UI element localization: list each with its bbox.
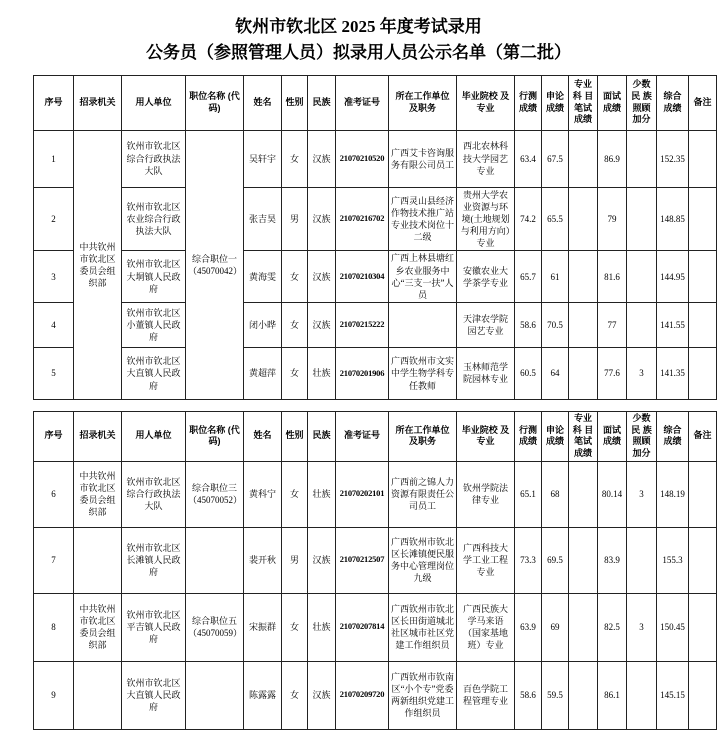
col-header-gender: 性别: [282, 411, 308, 461]
gender-cell: 女: [282, 661, 308, 729]
seq-cell: 1: [34, 130, 74, 187]
bonus-cell: 3: [627, 593, 657, 661]
prof-cell: [569, 527, 598, 593]
title-line-2: 公务员（参照管理人员）拟录用人员公示名单（第二批）: [146, 43, 571, 63]
ethnicity-cell: 汉族: [308, 661, 336, 729]
table-header-row: [34, 411, 717, 461]
xingce-cell: 60.5: [515, 347, 542, 399]
remark-cell: [689, 661, 717, 729]
bonus-cell: [627, 661, 657, 729]
xingce-cell: 58.6: [515, 661, 542, 729]
position-cell: 综合职位三 （45070052）: [186, 461, 244, 527]
seq-cell: 8: [34, 593, 74, 661]
remark-cell: [689, 130, 717, 187]
ticket-cell: 21070216702: [336, 187, 389, 251]
interview-cell: 80.14: [598, 461, 627, 527]
xingce-cell: 58.6: [515, 302, 542, 347]
gender-cell: 女: [282, 130, 308, 187]
prof-cell: [569, 461, 598, 527]
table-row: [34, 593, 717, 661]
prof-cell: [569, 130, 598, 187]
shenlun-cell: 69.5: [542, 527, 569, 593]
col-header-ticket: 准考证号: [336, 75, 389, 130]
name-cell: 黄超萍: [244, 347, 282, 399]
col-header-agency: 招录机关: [74, 411, 122, 461]
remark-cell: [689, 461, 717, 527]
col-header-ethnicity: 民族: [308, 75, 336, 130]
ethnicity-cell: 汉族: [308, 302, 336, 347]
col-header-position: 职位名称 (代码): [186, 75, 244, 130]
xingce-cell: 63.4: [515, 130, 542, 187]
prof-cell: [569, 251, 598, 303]
total-cell: 144.95: [657, 251, 689, 303]
ticket-cell: 21070212507: [336, 527, 389, 593]
prof-cell: [569, 593, 598, 661]
position-cell: 综合职位五 （45070059）: [186, 593, 244, 661]
remark-cell: [689, 347, 717, 399]
col-header-interview: 面试 成绩: [598, 75, 627, 130]
ethnicity-cell: 壮族: [308, 347, 336, 399]
remark-cell: [689, 187, 717, 251]
position-cell: [186, 661, 244, 729]
xingce-cell: 63.9: [515, 593, 542, 661]
interview-cell: 77: [598, 302, 627, 347]
name-cell: 裴开秋: [244, 527, 282, 593]
col-header-shenlun: 申论 成绩: [542, 411, 569, 461]
roster-table-second: [33, 411, 717, 730]
table-header-row: [34, 75, 717, 130]
col-header-prof: 专业科 目笔试 成绩: [569, 75, 598, 130]
seq-cell: 6: [34, 461, 74, 527]
total-cell: 145.15: [657, 661, 689, 729]
total-cell: 141.35: [657, 347, 689, 399]
employer-cell: 钦州市钦北区平吉镇人民政府: [122, 593, 186, 661]
gender-cell: 女: [282, 302, 308, 347]
col-header-position: 职位名称 (代码): [186, 411, 244, 461]
total-cell: 141.55: [657, 302, 689, 347]
col-header-gender: 性别: [282, 75, 308, 130]
agency-cell: 中共钦州市钦北区委员会组织部: [74, 461, 122, 527]
agency-cell: 中共钦州市钦北区委员会组织部: [74, 593, 122, 661]
shenlun-cell: 67.5: [542, 130, 569, 187]
agency-cell: [74, 661, 122, 729]
employer-cell: 钦州市钦北区大直镇人民政府: [122, 347, 186, 399]
school-cell: 百色学院工程管理专业: [457, 661, 515, 729]
bonus-cell: 3: [627, 461, 657, 527]
seq-cell: 7: [34, 527, 74, 593]
bonus-cell: [627, 527, 657, 593]
interview-cell: 79: [598, 187, 627, 251]
remark-cell: [689, 593, 717, 661]
school-cell: 广西科技大学工业工程专业: [457, 527, 515, 593]
name-cell: 张吉昊: [244, 187, 282, 251]
col-header-total: 综合 成绩: [657, 411, 689, 461]
workunit-cell: 广西艾卡咨询服务有限公司员工: [389, 130, 457, 187]
col-header-agency: 招录机关: [74, 75, 122, 130]
ethnicity-cell: 汉族: [308, 251, 336, 303]
col-header-total: 综合 成绩: [657, 75, 689, 130]
shenlun-cell: 68: [542, 461, 569, 527]
prof-cell: [569, 661, 598, 729]
ethnicity-cell: 汉族: [308, 130, 336, 187]
workunit-cell: 广西钦州市文实中学生物学科专任教师: [389, 347, 457, 399]
col-header-interview: 面试 成绩: [598, 411, 627, 461]
col-header-workunit: 所在工作单位 及职务: [389, 411, 457, 461]
shenlun-cell: 61: [542, 251, 569, 303]
workunit-cell: 广西钦州市钦北区长滩镇便民服务中心管理岗位九级: [389, 527, 457, 593]
total-cell: 150.45: [657, 593, 689, 661]
prof-cell: [569, 302, 598, 347]
bonus-cell: 3: [627, 347, 657, 399]
workunit-cell: 广西钦州市钦北区长田街道城北社区城市社区党建工作组织员: [389, 593, 457, 661]
remark-cell: [689, 302, 717, 347]
total-cell: 148.85: [657, 187, 689, 251]
ethnicity-cell: 壮族: [308, 593, 336, 661]
name-cell: 陈露露: [244, 661, 282, 729]
col-header-remark: 备注: [689, 411, 717, 461]
total-cell: 148.19: [657, 461, 689, 527]
col-header-remark: 备注: [689, 75, 717, 130]
workunit-cell: 广西上林县塘红乡农业服务中心“三支一扶”人员: [389, 251, 457, 303]
agency-cell: [74, 527, 122, 593]
school-cell: 广西民族大学马来语（国家基地班）专业: [457, 593, 515, 661]
ticket-cell: 21070209720: [336, 661, 389, 729]
col-header-seq: 序号: [34, 75, 74, 130]
table-row: [34, 187, 717, 251]
seq-cell: 5: [34, 347, 74, 399]
total-cell: 155.3: [657, 527, 689, 593]
table-row: [34, 527, 717, 593]
employer-cell: 钦州市钦北区农业综合行政执法大队: [122, 187, 186, 251]
seq-cell: 2: [34, 187, 74, 251]
position-cell: 综合职位一 （45070042）: [186, 130, 244, 399]
name-cell: 黄海雯: [244, 251, 282, 303]
col-header-xingce: 行测 成绩: [515, 75, 542, 130]
col-header-employer: 用人单位: [122, 75, 186, 130]
bonus-cell: [627, 251, 657, 303]
workunit-cell: 广西钦州市钦南区“小个专”党委两新组织党建工作组织员: [389, 661, 457, 729]
table-row: [34, 251, 717, 303]
col-header-shenlun: 申论 成绩: [542, 75, 569, 130]
employer-cell: 钦州市钦北区综合行政执法大队: [122, 130, 186, 187]
prof-cell: [569, 187, 598, 251]
ethnicity-cell: 汉族: [308, 527, 336, 593]
seq-cell: 9: [34, 661, 74, 729]
title-line-1: 钦州市钦北区 2025 年度考试录用: [235, 17, 482, 36]
interview-cell: 86.9: [598, 130, 627, 187]
bonus-cell: [627, 187, 657, 251]
position-cell: [186, 527, 244, 593]
name-cell: 闭小晔: [244, 302, 282, 347]
name-cell: 黄科宁: [244, 461, 282, 527]
agency-cell: 中共钦州市钦北区委员会组织部: [74, 130, 122, 399]
remark-cell: [689, 251, 717, 303]
table-row: [34, 461, 717, 527]
ticket-cell: 21070201906: [336, 347, 389, 399]
workunit-cell: [389, 302, 457, 347]
name-cell: 宋振群: [244, 593, 282, 661]
shenlun-cell: 64: [542, 347, 569, 399]
gender-cell: 女: [282, 347, 308, 399]
remark-cell: [689, 527, 717, 593]
col-header-workunit: 所在工作单位 及职务: [389, 75, 457, 130]
interview-cell: 83.9: [598, 527, 627, 593]
workunit-cell: 广西前之锦人力资源有限责任公司员工: [389, 461, 457, 527]
xingce-cell: 65.1: [515, 461, 542, 527]
interview-cell: 86.1: [598, 661, 627, 729]
seq-cell: 3: [34, 251, 74, 303]
table-row: [34, 347, 717, 399]
gender-cell: 男: [282, 527, 308, 593]
xingce-cell: 74.2: [515, 187, 542, 251]
shenlun-cell: 65.5: [542, 187, 569, 251]
xingce-cell: 65.7: [515, 251, 542, 303]
col-header-name: 姓名: [244, 75, 282, 130]
col-header-prof: 专业科 目笔试 成绩: [569, 411, 598, 461]
col-header-employer: 用人单位: [122, 411, 186, 461]
col-header-bonus: 少数民 族照顾 加分: [627, 75, 657, 130]
xingce-cell: 73.3: [515, 527, 542, 593]
school-cell: 钦州学院法律专业: [457, 461, 515, 527]
roster-table-first: [33, 75, 717, 400]
total-cell: 152.35: [657, 130, 689, 187]
gender-cell: 男: [282, 187, 308, 251]
col-header-seq: 序号: [34, 411, 74, 461]
interview-cell: 81.6: [598, 251, 627, 303]
gender-cell: 女: [282, 251, 308, 303]
interview-cell: 77.6: [598, 347, 627, 399]
employer-cell: 钦州市钦北区大垌镇人民政府: [122, 251, 186, 303]
gender-cell: 女: [282, 461, 308, 527]
col-header-ethnicity: 民族: [308, 411, 336, 461]
school-cell: 贵州大学农业资源与环境(土地规划与利用方向）专业: [457, 187, 515, 251]
ethnicity-cell: 汉族: [308, 187, 336, 251]
prof-cell: [569, 347, 598, 399]
col-header-school: 毕业院校 及专业: [457, 411, 515, 461]
ticket-cell: 21070215222: [336, 302, 389, 347]
employer-cell: 钦州市钦北区小董镇人民政府: [122, 302, 186, 347]
workunit-cell: 广西灵山县经济作物技术推广站专业技术岗位十二级: [389, 187, 457, 251]
ethnicity-cell: 壮族: [308, 461, 336, 527]
table-row: [34, 130, 717, 187]
shenlun-cell: 70.5: [542, 302, 569, 347]
school-cell: 西北农林科技大学园艺专业: [457, 130, 515, 187]
seq-cell: 4: [34, 302, 74, 347]
col-header-ticket: 准考证号: [336, 411, 389, 461]
school-cell: 安徽农业大学茶学专业: [457, 251, 515, 303]
col-header-bonus: 少数民 族照顾 加分: [627, 411, 657, 461]
ticket-cell: 21070210520: [336, 130, 389, 187]
col-header-xingce: 行测 成绩: [515, 411, 542, 461]
shenlun-cell: 69: [542, 593, 569, 661]
shenlun-cell: 59.5: [542, 661, 569, 729]
ticket-cell: 21070202101: [336, 461, 389, 527]
col-header-name: 姓名: [244, 411, 282, 461]
document-title: [0, 0, 717, 67]
school-cell: 天津农学院园艺专业: [457, 302, 515, 347]
ticket-cell: 21070210304: [336, 251, 389, 303]
bonus-cell: [627, 130, 657, 187]
name-cell: 吴轩宇: [244, 130, 282, 187]
school-cell: 玉林师范学院园林专业: [457, 347, 515, 399]
table-row: [34, 302, 717, 347]
employer-cell: 钦州市钦北区大直镇人民政府: [122, 661, 186, 729]
employer-cell: 钦州市钦北区综合行政执法大队: [122, 461, 186, 527]
interview-cell: 82.5: [598, 593, 627, 661]
employer-cell: 钦州市钦北区长滩镇人民政府: [122, 527, 186, 593]
table-row: [34, 661, 717, 729]
bonus-cell: [627, 302, 657, 347]
gender-cell: 女: [282, 593, 308, 661]
ticket-cell: 21070207814: [336, 593, 389, 661]
col-header-school: 毕业院校 及专业: [457, 75, 515, 130]
